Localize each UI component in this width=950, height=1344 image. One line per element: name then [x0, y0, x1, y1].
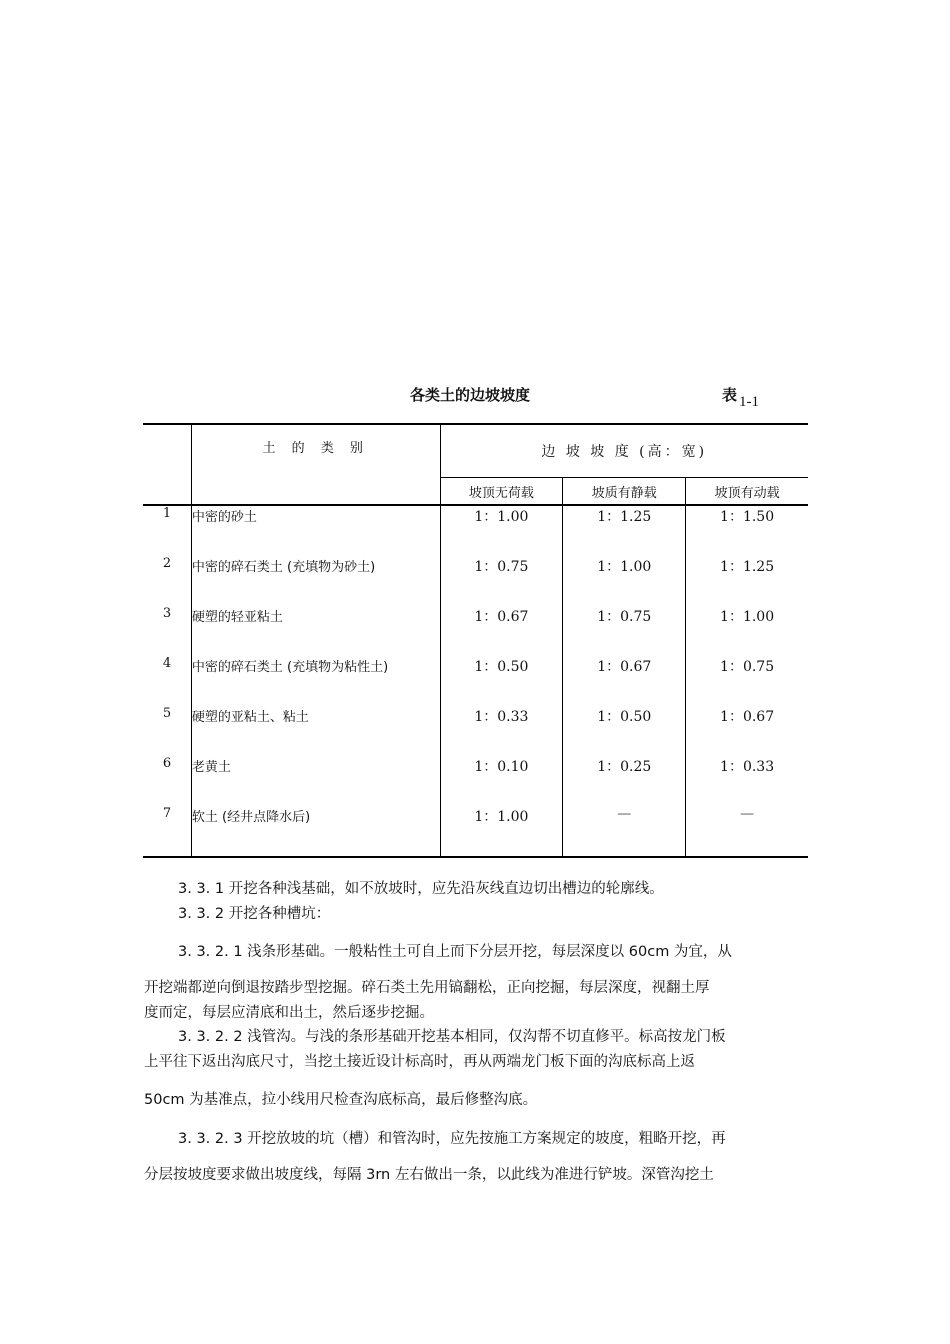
row-value: —: [563, 806, 686, 857]
row-soil-type: 硬塑的亚粘土、粘土: [191, 706, 440, 756]
paragraph-3-3-2-1-line3: 度而定，每层应清底和出土，然后逐步挖掘。: [144, 1005, 434, 1021]
row-value: 1：1.00: [563, 556, 686, 606]
row-number: 7: [143, 806, 191, 857]
table-row: [143, 606, 808, 656]
row-number: 5: [162, 706, 172, 721]
row-value: 1：0.10: [440, 756, 563, 806]
row-number: 3: [162, 606, 172, 621]
paragraph-3-3-2-1-line1: 3. 3. 2. 1 浅条形基础。一般粘性土可自上而下分层开挖，每层深度以 60cm 为宜，从: [178, 944, 732, 960]
row-value: 1：1.25: [686, 556, 808, 606]
row-value: 1：0.75: [563, 606, 686, 656]
table-row: [143, 706, 808, 756]
header-col-static-load: 坡质有静载: [563, 478, 686, 506]
row-value: 1：1.50: [686, 505, 808, 556]
row-value: 1：0.25: [563, 756, 686, 806]
table-row: [143, 806, 808, 857]
table-number-label: [722, 384, 760, 410]
table-row: [143, 656, 808, 706]
row-value: 1：0.50: [440, 656, 563, 706]
row-soil-type: 老黄土: [191, 756, 440, 806]
row-number: 4: [162, 656, 172, 671]
row-value: 1：0.75: [440, 556, 563, 606]
row-soil-type: 中密的碎石类土 (充填物为砂土): [191, 556, 440, 606]
row-value: 1：0.75: [686, 656, 808, 706]
header-soil-type: 土 的 类 别: [191, 424, 440, 505]
table-row: [143, 556, 808, 606]
row-soil-type: 软土 (经井点降水后): [191, 806, 440, 857]
row-soil-type: 中密的碎石类土 (充填物为粘性土): [191, 656, 440, 706]
row-value: 1：1.00: [440, 505, 563, 556]
row-value: 1：1.25: [563, 505, 686, 556]
row-value: 1：0.33: [440, 706, 563, 756]
table-label-text: 表: [722, 386, 738, 404]
paragraph-3-3-2-2-line2: 上平往下返出沟底尺寸，当挖土接近设计标高时，再从两端龙门板下面的沟底标高上返: [144, 1054, 695, 1070]
row-soil-type: 中密的砂土: [191, 505, 440, 556]
paragraph-3-3-2-2-line3: 50cm 为基准点，拉小线用尺检查沟底标高，最后修整沟底。: [144, 1092, 538, 1108]
paragraph-3-3-2: 3. 3. 2 开挖各种槽坑：: [178, 906, 331, 922]
row-number: 2: [162, 556, 172, 571]
paragraph-3-3-2-3-line2: 分层按坡度要求做出坡度线，每隔 3rn 左右做出一条，以此线为准进行铲坡。深管沟挖土: [144, 1167, 714, 1183]
row-number: 6: [162, 756, 172, 771]
row-value: 1：1.00: [686, 606, 808, 656]
header-col-dynamic-load: 坡顶有动载: [686, 478, 808, 506]
paragraph-3-3-1: 3. 3. 1 开挖各种浅基础，如不放坡时，应先沿灰线直边切出槽边的轮廓线。: [178, 881, 664, 897]
table-title: 各类土的边坡坡度: [409, 386, 530, 404]
row-value: 1：0.67: [440, 606, 563, 656]
row-value: 1：0.67: [686, 706, 808, 756]
row-value: —: [686, 806, 808, 857]
row-value: 1：0.67: [563, 656, 686, 706]
row-value: 1：0.50: [563, 706, 686, 756]
table-row: [143, 505, 808, 556]
slope-table: [143, 423, 808, 858]
header-slope-group: 边 坡 坡 度 (高：宽): [440, 424, 808, 478]
row-value: 1：0.33: [686, 756, 808, 806]
table-number: 1-1: [739, 394, 760, 410]
header-col-no-load: 坡顶无荷载: [440, 478, 563, 506]
paragraph-3-3-2-1-line2: 开挖端都逆向倒退按踏步型挖掘。碎石类土先用镐翻松，正向挖掘，每层深度，视翻土厚: [144, 980, 710, 996]
header-index-cell: [143, 424, 191, 505]
row-value: 1：1.00: [440, 806, 563, 857]
row-soil-type: 硬塑的轻亚粘土: [191, 606, 440, 656]
paragraph-3-3-2-2-line1: 3. 3. 2. 2 浅管沟。与浅的条形基础开挖基本相同，仅沟帮不切直修平。标高按龙门板: [178, 1029, 726, 1045]
paragraph-3-3-2-3-line1: 3. 3. 2. 3 开挖放坡的坑（槽）和管沟时，应先按施工方案规定的坡度，粗略开挖，再: [178, 1131, 726, 1147]
row-number: 1: [162, 506, 172, 521]
table-row: [143, 756, 808, 806]
